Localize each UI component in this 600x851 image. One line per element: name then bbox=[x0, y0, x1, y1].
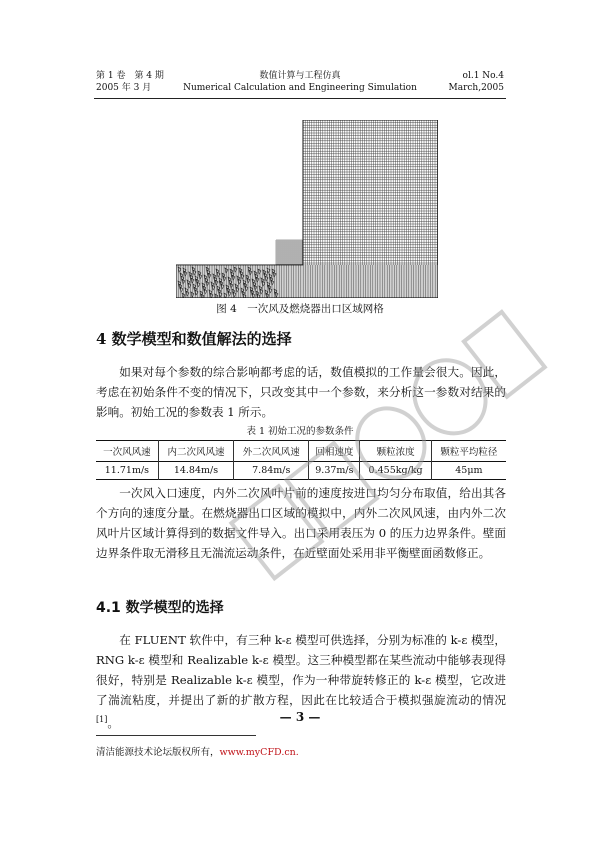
table-caption: 表 1 初始工况的参数条件 bbox=[246, 426, 354, 437]
table-cell: 45μm bbox=[431, 462, 506, 480]
paragraph-1: 如果对每个参数的综合影响都考虑的话，数值模拟的工作量会很大。因此，考虑在初始条件不变的情况下，只改变其中一个参数，来分析这一参数对结果的影响。初始工况的参数表 1 所示。 bbox=[96, 365, 506, 419]
section-4-title: 4 数学模型和数值解法的选择 bbox=[96, 330, 292, 348]
footnote bbox=[96, 744, 299, 758]
table-cell: 0.455kg/kg bbox=[360, 462, 431, 480]
header-journal-title: 数值计算与工程仿真 Numerical Calculation and Engineering Simulation bbox=[183, 71, 417, 93]
table-header-cell: 外二次风风速 bbox=[234, 441, 309, 462]
header-issue-date: ol.1 No.4 March,2005 bbox=[448, 71, 504, 93]
table-header-cell: 一次风风速 bbox=[103, 447, 151, 458]
paragraph-3-end: 。 bbox=[107, 715, 119, 730]
table-header-cell: 颗粒浓度 bbox=[360, 441, 431, 462]
citation: [1] bbox=[96, 715, 108, 724]
table-cell: 9.37m/s bbox=[309, 462, 360, 480]
figure-caption: 图 4 一次风及燃烧器出口区域网格 bbox=[216, 303, 384, 315]
table-header-cell: 内二次风风速 bbox=[158, 441, 233, 462]
paragraph-2: 一次风入口速度，内外二次风叶片前的速度按进口均匀分布取值，给出其各个方向的速度分量。在燃烧器出口区域的模拟中，内外二次风风速，由内外二次风叶片区域计算得到的数据文件导入。出口采用表压为 0 的压力边界条件。壁面边界条件取无滑移且无湍流运动条件，在近壁面处采用非平衡壁面函数修正。 bbox=[96, 486, 506, 560]
page-number: — 3 — bbox=[279, 710, 321, 724]
parameter-table bbox=[96, 440, 506, 480]
mesh-figure bbox=[176, 120, 438, 298]
mesh-outline bbox=[176, 120, 438, 298]
table-header-cell: 回相速度 bbox=[309, 441, 360, 462]
footnote-text: 清洁能源技术论坛版权所有， bbox=[96, 747, 220, 758]
table-header-row bbox=[96, 441, 506, 462]
table-header-cell: 颗粒平均粒径 bbox=[431, 441, 506, 462]
paragraph-3-text: 在 FLUENT 软件中，有三种 k-ε 模型可供选择，分别为标准的 k-ε 模型，RNG k-ε 模型和 Realizable k-ε 模型。这三种模型都在某些流动中能够表现得很好，特别是 Realizable k-ε 模型，作为一种带旋转修正的 k-ε 模型，它改进了湍流粘度，并提出了新的扩散方程，因此在比较适合于模拟强旋流动的情况 bbox=[96, 633, 506, 707]
mesh-grid-lines bbox=[176, 120, 438, 298]
footnote-rule bbox=[96, 735, 256, 736]
table-cell: 7.84m/s bbox=[234, 462, 309, 480]
header-rule bbox=[94, 98, 506, 99]
footnote-link[interactable]: www.myCFD.cn. bbox=[219, 747, 299, 758]
section-4-1-title: 4.1 数学模型的选择 bbox=[96, 600, 224, 616]
table-row bbox=[96, 462, 506, 480]
table-cell: 14.84m/s bbox=[158, 462, 233, 480]
header-journal-volume: 第 1 卷 第 4 期 2005 年 3 月 bbox=[96, 71, 164, 93]
table-cell: 11.71m/s bbox=[104, 465, 150, 476]
